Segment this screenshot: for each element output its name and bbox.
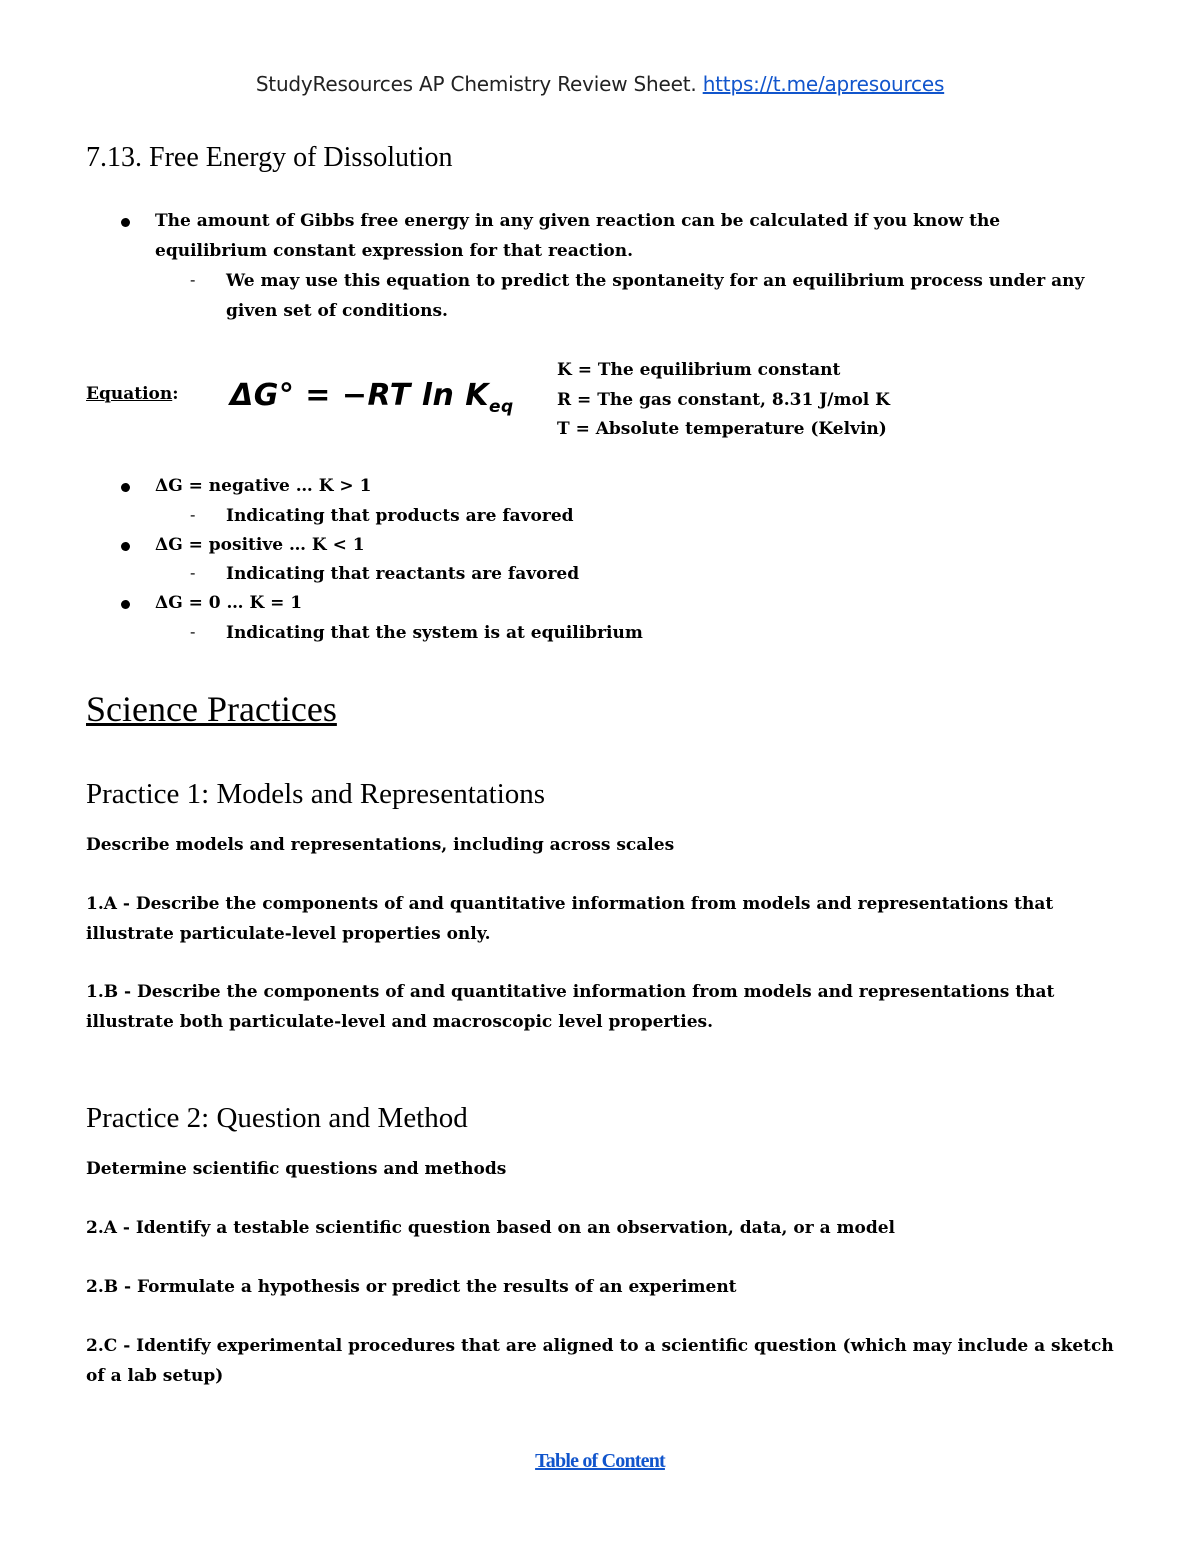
bullet-gibbs: The amount of Gibbs free energy in any given reaction can be calculated if you know the equilibrium constant expression for that reaction. [155, 211, 1001, 261]
dash-icon: - [190, 270, 196, 289]
practice-2a: 2.A - Identify a testable scientific question based on an observation, data, or a model [86, 1218, 895, 1238]
condition-zero: ΔG = 0 … K = 1 [155, 593, 303, 613]
gibbs-equation: ΔG° = −RT $\ln K_{eq}$ [230, 378, 514, 417]
practice-2-desc: Determine scientific questions and methods [86, 1159, 507, 1179]
practice-1-title: Practice 1: Models and Representations [86, 778, 546, 810]
practice-1a: 1.A - Describe the components of and quantitative information from models and representations that illustrate particulate-level properties only. [86, 894, 1054, 944]
section-title: 7.13. Free Energy of Dissolution [86, 142, 453, 173]
def-k: K = The equilibrium constant [557, 360, 841, 380]
bullet-icon [121, 542, 130, 551]
bullet-icon [121, 600, 130, 609]
dash-icon: - [190, 563, 196, 582]
header-text: StudyResources AP Chemistry Review Sheet. [255, 72, 697, 96]
practice-2-title: Practice 2: Question and Method [86, 1102, 468, 1134]
condition-negative: ΔG = negative … K > 1 [155, 476, 372, 496]
bullet-icon [121, 218, 130, 227]
dash-icon: - [190, 505, 196, 524]
practice-2b: 2.B - Formulate a hypothesis or predict the results of an experiment [86, 1277, 737, 1297]
condition-positive: ΔG = positive … K < 1 [155, 535, 365, 555]
practice-1-desc: Describe models and representations, including across scales [86, 835, 675, 855]
dash-icon: - [190, 622, 196, 641]
condition-negative-note: Indicating that products are favored [226, 506, 574, 526]
condition-zero-note: Indicating that the system is at equilibrium [226, 623, 643, 643]
equation-definitions [557, 356, 890, 445]
header-link[interactable]: https://t.me/apresources [702, 72, 945, 96]
page-header [0, 72, 1200, 96]
table-of-content-link[interactable]: Table of Content [535, 1450, 665, 1472]
bullet-icon [121, 483, 130, 492]
def-t: T = Absolute temperature (Kelvin) [557, 419, 887, 439]
equation-label: Equation: [86, 384, 179, 404]
science-practices-title: Science Practices [86, 689, 337, 729]
sub-bullet-spontaneity: We may use this equation to predict the spontaneity for an equilibrium process under any given set of conditions. [226, 271, 1085, 321]
condition-positive-note: Indicating that reactants are favored [226, 564, 580, 584]
def-r: R = The gas constant, 8.31 J/mol K [557, 389, 890, 410]
practice-1b: 1.B - Describe the components of and quantitative information from models and representations that illustrate both particulate-level and macroscopic level properties. [86, 982, 1055, 1032]
practice-2c: 2.C - Identify experimental procedures that are aligned to a scientific question (which may include a sketch of a lab setup) [86, 1336, 1114, 1386]
